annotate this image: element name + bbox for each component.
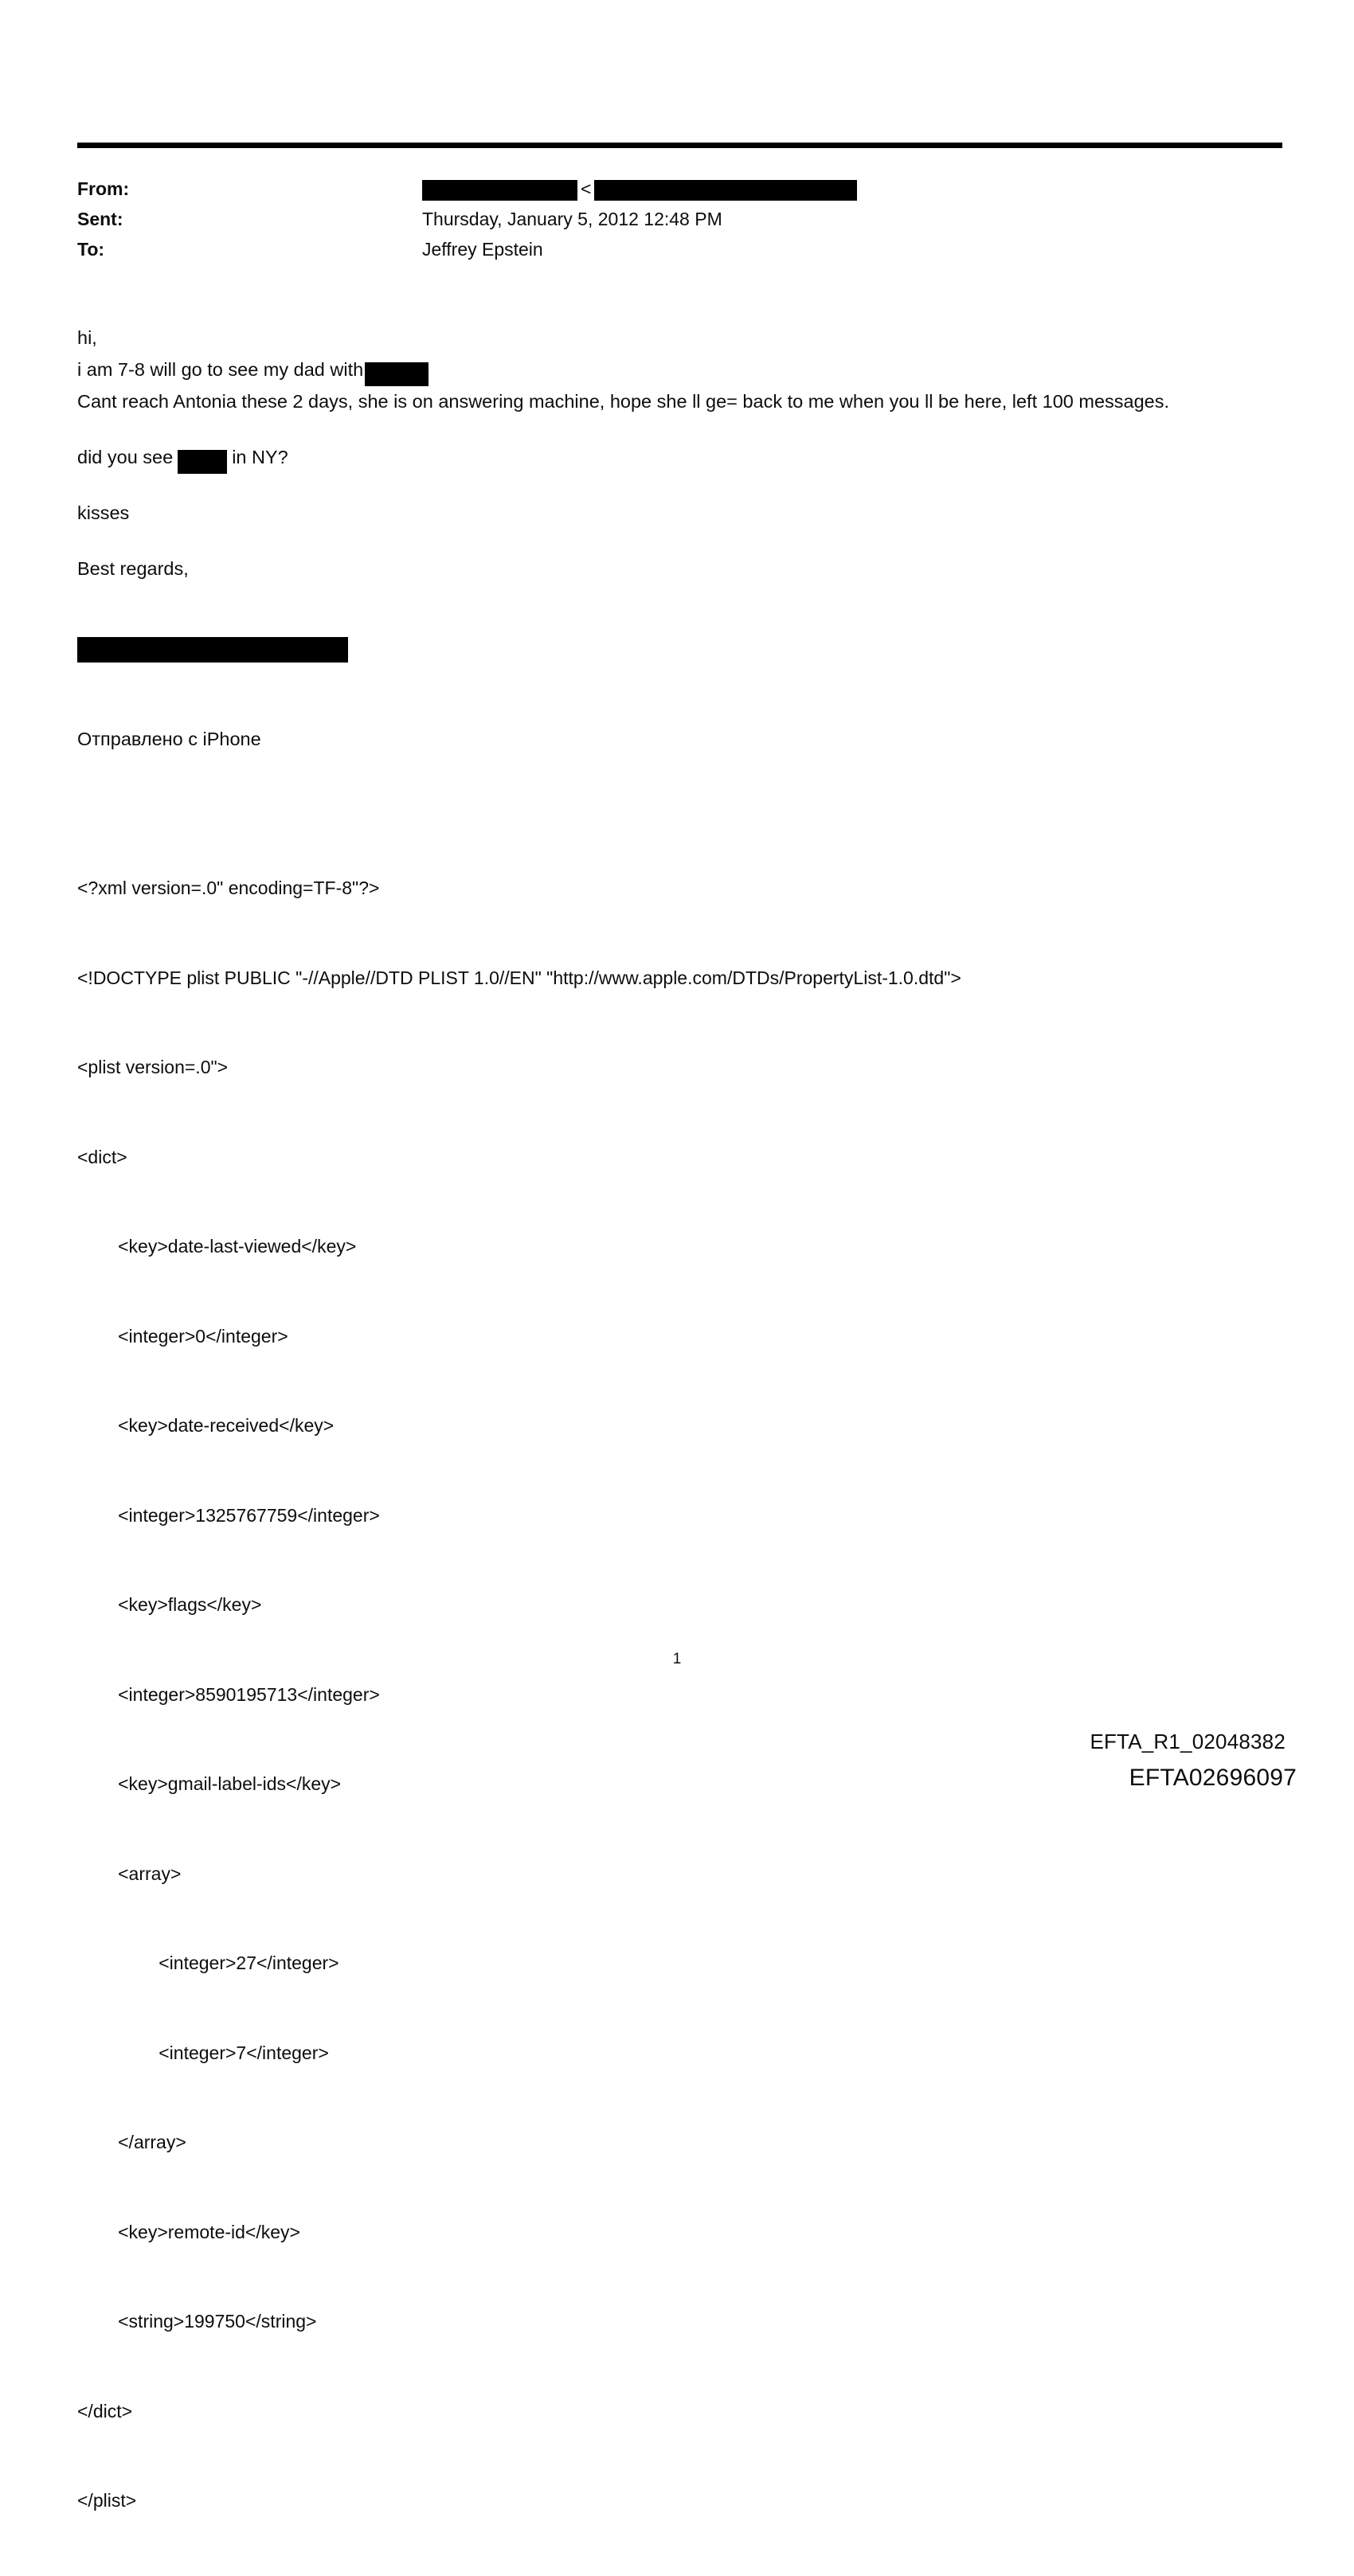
xml-line: <?xml version=.0" encoding=TF-8"?> [77,878,380,898]
angle-bracket: < [581,178,592,199]
bates-number-primary: EFTA_R1_02048382 [1090,1730,1286,1753]
xml-line: <plist version=.0"> [77,1057,229,1077]
body-line-kisses: kisses [77,502,130,523]
header-row-from [77,174,1232,204]
body-spacer-2 [77,473,1272,497]
redaction-box-from-email [594,180,857,201]
body-line-greeting: hi, [77,327,97,348]
header-divider-rule [77,143,1282,148]
body-line-ny-pre: did you see [77,447,174,467]
xml-line: </array> [77,2132,186,2152]
xml-line: <key>gmail-label-ids</key> [77,1773,342,1794]
body-line-regards: Best regards, [77,558,189,579]
xml-line: <!DOCTYPE plist PUBLIC "-//Apple//DTD PLIST 1.0//EN" "http://www.apple.com/DTDs/PropertyList-1.0.dtd"> [77,967,961,988]
email-body [77,322,1272,584]
header-value-sent: Thursday, January 5, 2012 12:48 PM [422,209,722,229]
header-value-to: Jeffrey Epstein [422,239,543,260]
header-label-to: To: [77,239,105,260]
xml-line: <key>flags</key> [77,1594,262,1615]
header-value-from [422,174,857,204]
xml-line: <integer>0</integer> [77,1325,288,1347]
body-spacer-1 [77,417,1272,441]
email-header [77,174,1232,264]
xml-line: <key>date-received</key> [77,1415,335,1436]
xml-line: <integer>8590195713</integer> [77,1683,380,1705]
xml-line: <array> [77,1863,182,1884]
body-line-dad [77,354,1272,385]
xml-line: <key>remote-id</key> [77,2221,300,2242]
xml-line: <string>199750</string> [77,2311,317,2332]
body-line-ny-post: in NY? [232,447,288,467]
xml-line: </plist> [77,2490,137,2511]
page-number: 1 [672,1651,682,1667]
xml-line: <dict> [77,1146,127,1167]
xml-line: </dict> [77,2400,133,2422]
redaction-box-ny [178,450,227,474]
redaction-box-signature [77,637,348,663]
header-row-sent [77,204,1232,234]
xml-line: <key>date-last-viewed</key> [77,1236,357,1257]
xml-line: <integer>1325767759</integer> [77,1504,380,1526]
xml-line: <integer>7</integer> [77,2042,329,2063]
redaction-box-from-name [422,180,577,201]
header-label-sent: Sent: [77,209,123,229]
bates-number-secondary: EFTA02696097 [1129,1765,1297,1791]
body-line-dad-text: i am 7-8 will go to see my dad with [77,359,364,380]
body-spacer-3 [77,529,1272,553]
xml-line: <integer>27</integer> [77,1953,339,1973]
body-line-ny [77,441,1272,473]
body-line-antonia: Cant reach Antonia these 2 days, she is on answering machine, hope she ll ge= back to me when you ll be here, left 100 messages. [77,391,1170,412]
plist-xml-block [77,814,1296,2576]
redaction-box-dad [365,362,429,386]
header-row-to [77,234,1232,264]
sent-from-device-label: Отправлено с iPhone [77,729,261,749]
header-label-from: From: [77,178,130,199]
